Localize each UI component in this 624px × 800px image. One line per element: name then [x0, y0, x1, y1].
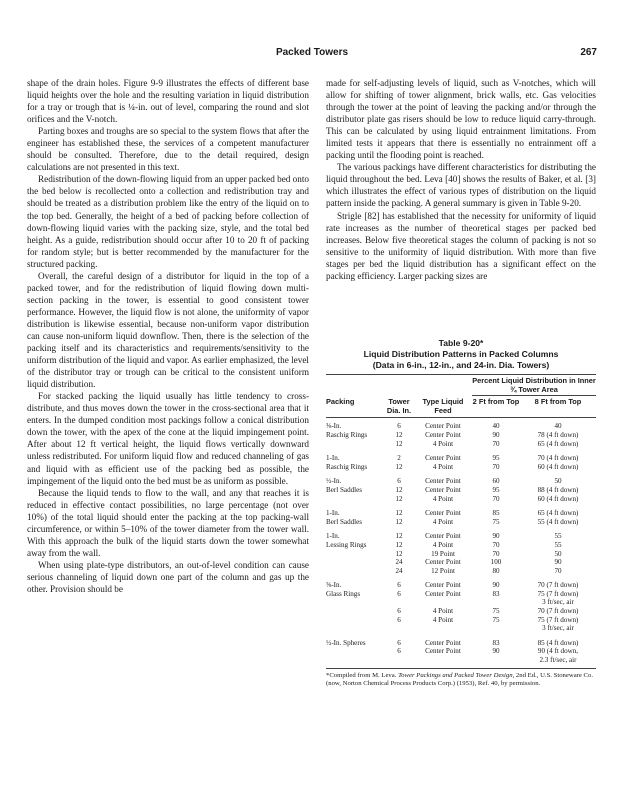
table-cell: 4 Point: [432, 517, 454, 526]
table-cell: 85 (4 ft down): [537, 638, 579, 647]
table-cell: 65 (4 ft down): [537, 509, 579, 518]
group-header: Percent Liquid Distribution in Inner ¾ Tower Area: [472, 376, 596, 394]
table-row: [326, 550, 596, 559]
table-cell: Center Point: [425, 638, 461, 647]
table-cell: 12: [395, 439, 403, 448]
table-cell: 1-In.: [326, 532, 340, 541]
table-row: [326, 422, 596, 431]
table-cell: 6: [397, 581, 401, 590]
table-cell: 90: [554, 558, 562, 567]
table-cell: 4 Point: [432, 540, 454, 549]
paragraph: shape of the drain holes. Figure 9-9 illustrates the effects of different base liquid heights over the hole and the resulting variation in liquid distribution for a tray or trough that is ¼-in. out of level, comparing the round and slot orifices and the V-notch.: [27, 78, 309, 125]
table-cell: 75: [492, 517, 500, 526]
table-cell: 55: [554, 540, 562, 549]
footnote-lead: *Compiled from M. Leva.: [326, 671, 397, 679]
paragraph: The various packings have different characteristics for distributing the liquid throughout the bed. Leva [40] shows the results of Baker, et al. [3] which illustrates the effect of various types of distribution on the liquid pattern inside the packing. A general summary is given in Table 9-20.: [326, 162, 596, 209]
table-cell: [384, 598, 414, 607]
table-cell: 70: [492, 549, 500, 558]
table-cell: Raschig Rings: [326, 430, 368, 439]
table-row: [326, 647, 596, 656]
table-cell: [326, 440, 384, 449]
table-cell: Lessing Rings: [326, 540, 367, 549]
table-row: [326, 581, 596, 590]
table-cell: 3 ft/sec, air: [542, 598, 574, 607]
paragraph: Strigle [82] has established that the necessity for uniformity of liquid rate increases as the number of theoretical stages per packed bed increases. Below five theoretical stages the column of packing is not so sensitive to the uniformity of liquid distribution. With more than five stages per bed the liquid distribution has a significant effect on the packing efficiency. Larger packing sizes are: [326, 210, 596, 281]
table-cell: 70: [492, 494, 500, 503]
table-cell: 19 Point: [431, 549, 455, 558]
table-cell: 70 (7 ft down): [537, 581, 579, 590]
table-cell: Center Point: [425, 485, 461, 494]
table-row: [326, 567, 596, 576]
table-cell: Berl Saddles: [326, 485, 363, 494]
table-cell: [384, 624, 414, 633]
table-cell: 70 (4 ft down): [537, 454, 579, 463]
table-cell: [326, 598, 384, 607]
table-cell: Center Point: [425, 509, 461, 518]
column-header: Packing: [326, 397, 355, 407]
paragraph: Overall, the careful design of a distributor for liquid in the top of a packed tower, and for the redistribution of liquid flowing down multi-section packing in the tower, is essential to good consistent tower performance. However, the liquid flow is not alone, the uniformity of vapor distribution is likewise essential, because non-uniform vapor distribution can cause non-uniform liquid downflow. Then, there is the selection of the packing itself and its characteristics and requirements/sensitivity to the uniform distribution of the liquid and vapor. As earlier emphasized, the level of the distributor tray or trough can be critical to the consistent uniform liquid distribution.: [27, 270, 309, 390]
table-cell: [326, 656, 384, 665]
table-cell: 1-In.: [326, 509, 340, 518]
paragraph: For stacked packing the liquid usually has little tendency to cross-distribute, and thus moves down the tower in the cross-sectional area that it enters. In the dumped condition most packings follow a conical distribution down the tower, with the apex of the cone at the liquid impingement point. After about 12 ft vertical height, the liquid flows vertically downward unless redistributed. For uniform liquid flow and reduced channeling of gas and liquid with as efficient use of the packing bed as possible, the impingement of the liquid onto the bed must be as uniform as possible.: [27, 391, 309, 486]
table-cell: 60 (4 ft down): [537, 494, 579, 503]
table-cell: 12: [395, 494, 403, 503]
table-row: [326, 616, 596, 625]
table-row: [326, 486, 596, 495]
table-cell: 4 Point: [432, 615, 454, 624]
table-cell: 78 (4 ft down): [537, 430, 579, 439]
paragraph: Parting boxes and troughs are so special to the system flows that after the engineer has established these, the services of a competent manufacturer should be consulted. Therefore, due to the detail required, design calculations are not presented in this text.: [27, 126, 309, 173]
table-cell: 75: [492, 615, 500, 624]
table-cell: 95: [492, 485, 500, 494]
table-cell: 70: [492, 462, 500, 471]
table-cell: 12: [395, 485, 403, 494]
table-cell: 4 Point: [432, 462, 454, 471]
table-cell: 40: [492, 422, 500, 431]
table-row: [326, 454, 596, 463]
table-cell: 4 Point: [432, 439, 454, 448]
table-cell: Center Point: [425, 422, 461, 431]
table-cell: Center Point: [425, 558, 461, 567]
table-row: [326, 639, 596, 648]
table-cell: 12 Point: [431, 566, 455, 575]
table-footnote: [326, 672, 596, 688]
table-row: [326, 541, 596, 550]
table-cell: ½-In.: [326, 477, 342, 486]
table-cell: 70: [492, 540, 500, 549]
table-cell: 90 (4 ft down,: [537, 647, 579, 656]
column-header: 2 Ft from Top: [472, 397, 520, 407]
table-title: Liquid Distribution Patterns in Packed Columns: [363, 349, 559, 359]
table-cell: [326, 550, 384, 559]
table-cell: 60 (4 ft down): [537, 462, 579, 471]
table-row: [326, 590, 596, 599]
footnote-title: Tower Packings and Packed Tower Design,: [398, 671, 515, 679]
table-cell: 70: [492, 439, 500, 448]
table-cell: Center Point: [425, 581, 461, 590]
table-cell: [414, 624, 472, 633]
table-cell: Center Point: [425, 477, 461, 486]
table-cell: [472, 598, 520, 607]
table-cell: 4 Point: [432, 607, 454, 616]
table-cell: 75 (7 ft down): [537, 589, 579, 598]
table-cell: 83: [492, 589, 500, 598]
table-row: [326, 598, 596, 607]
table-cell: 83: [492, 638, 500, 647]
footnote-rest: 2nd Ed., U.S. Stoneware Co. (now, Norton Chemical Process Products Corp.) (1953), Ref. 40, by permission.: [326, 671, 594, 687]
table-cell: 2: [397, 454, 401, 463]
table-cell: Center Point: [425, 589, 461, 598]
table-cell: 6: [397, 647, 401, 656]
table-cell: 12: [395, 517, 403, 526]
table-cell: 55: [554, 532, 562, 541]
table-cell: 40: [554, 422, 562, 431]
group-rule: [472, 395, 596, 396]
table-cell: [326, 607, 384, 616]
paragraph: When using plate-type distributors, an out-of-level condition can cause serious channeling of liquid down one part of the column and gas up the other. Provision should be: [27, 559, 309, 594]
table-cell: 24: [395, 558, 403, 567]
table-row: [326, 463, 596, 472]
table-row: [326, 624, 596, 633]
table-cell: 88 (4 ft down): [537, 485, 579, 494]
table-row: [326, 431, 596, 440]
table-cell: 3 ft/sec, air: [542, 624, 574, 633]
table-row: [326, 518, 596, 527]
table-cell: 6: [397, 615, 401, 624]
paragraph: Because the liquid tends to flow to the wall, and any that reaches it is reduced in effective contact possibilities, no large percentage (not over 10%) of the total liquid should enter the packing at the top packing-wall circumference, or within 5–10% of the tower diameter from the tower wall. With this approach the bulk of the liquid starts down the tower somewhat away from the wall.: [27, 487, 309, 558]
paragraph: Redistribution of the down-flowing liquid from an upper packed bed onto the bed below is recollected onto a collection and redistribution tray and should be treated as a distribution problem like the entry of the liquid on to the top bed. Generally, the height of a bed of packing before collection of down-flowing liquid varies with the packing size, style, and the total bed height. As a guide, redistribution should occur after 10 to 20 ft of packing for random style; but is better recommended by the manufacturer for the structured packing.: [27, 174, 309, 269]
table-cell: 90: [492, 647, 500, 656]
table-subtitle: (Data in 6-in., 12-in., and 24-in. Dia. Towers): [372, 360, 550, 370]
table-cell: [326, 647, 384, 656]
table-row: [326, 509, 596, 518]
table-cell: 70: [554, 566, 562, 575]
right-column: [326, 77, 596, 282]
table-cell: [326, 558, 384, 567]
table-cell: ⅝-In.: [326, 581, 342, 590]
column-header: Type Liquid Feed: [422, 397, 464, 415]
table-cell: Center Point: [425, 430, 461, 439]
table-cell: 6: [397, 477, 401, 486]
table-cell: [326, 567, 384, 576]
table-cell: 4 Point: [432, 494, 454, 503]
table-cell: 50: [554, 549, 562, 558]
table-cell: [326, 495, 384, 504]
table-cell: 75: [492, 607, 500, 616]
table-cell: 12: [395, 532, 403, 541]
header-rule: [326, 417, 596, 418]
table-cell: 6: [397, 422, 401, 431]
table-cell: 100: [490, 558, 502, 567]
table-cell: [384, 656, 414, 665]
running-header: [27, 47, 597, 61]
table-cell: Glass Rings: [326, 589, 361, 598]
table-cell: [472, 656, 520, 665]
table-cell: 12: [395, 549, 403, 558]
table-cell: [414, 656, 472, 665]
table-row: [326, 558, 596, 567]
table-cell: 60: [492, 477, 500, 486]
table-cell: 6: [397, 638, 401, 647]
table-cell: ½-In. Spheres: [326, 638, 366, 647]
table-cell: 24: [395, 566, 403, 575]
table-row: [326, 440, 596, 449]
table-cell: 90: [492, 430, 500, 439]
table-cell: 95: [492, 454, 500, 463]
table-cell: [326, 616, 384, 625]
table-cell: 12: [395, 540, 403, 549]
table-row: [326, 495, 596, 504]
table-cell: Berl Saddles: [326, 517, 363, 526]
table-cell: 55 (4 ft down): [537, 517, 579, 526]
table-cell: 65 (4 ft down): [537, 439, 579, 448]
table-cell: Raschig Rings: [326, 462, 368, 471]
table-cell: 70 (7 ft down): [537, 607, 579, 616]
table-cell: [472, 624, 520, 633]
table-cell: [326, 624, 384, 633]
table-cell: Center Point: [425, 647, 461, 656]
table-cell: 90: [492, 532, 500, 541]
table-cell: 6: [397, 589, 401, 598]
table-9-20: [326, 338, 596, 688]
table-row: [326, 532, 596, 541]
table-cell: 50: [554, 477, 562, 486]
table-cell: Center Point: [425, 454, 461, 463]
table-cell: 12: [395, 430, 403, 439]
table-row: [326, 607, 596, 616]
table-cell: 12: [395, 509, 403, 518]
table-cell: 75 (7 ft down): [537, 615, 579, 624]
table-number: Table 9-20*: [438, 338, 484, 348]
table-bottom-rule: [326, 668, 596, 669]
table-cell: 1-In.: [326, 454, 340, 463]
distribution-table: [326, 375, 596, 665]
table-row: [326, 477, 596, 486]
table-cell: 90: [492, 581, 500, 590]
table-row: [326, 656, 596, 665]
table-cell: 6: [397, 607, 401, 616]
running-title: Packed Towers: [275, 47, 349, 58]
left-column: [27, 77, 309, 595]
paragraph: made for self-adjusting levels of liquid, such as V-notches, which will allow for shifting of tower alignment, brick walls, etc. Gas velocities through the tower at the point of leaving the packing and/or through the distributor plate gas risers should be low to reduce liquid carry-through. This can be calculated by using liquid entrainment limitations. From limited tests it appears that there is essentially no entrainment off a packing until the flooding point is reached.: [326, 78, 596, 161]
table-cell: 2.3 ft/sec, air: [539, 656, 577, 665]
column-header: Tower Dia. In.: [386, 397, 412, 415]
page-number: 267: [580, 47, 597, 58]
table-cell: 80: [492, 566, 500, 575]
column-header: 8 Ft from Top: [534, 397, 582, 407]
table-cell: [414, 598, 472, 607]
table-cell: 85: [492, 509, 500, 518]
table-cell: ⅜-In.: [326, 422, 342, 431]
table-cell: Center Point: [425, 532, 461, 541]
table-cell: 12: [395, 462, 403, 471]
